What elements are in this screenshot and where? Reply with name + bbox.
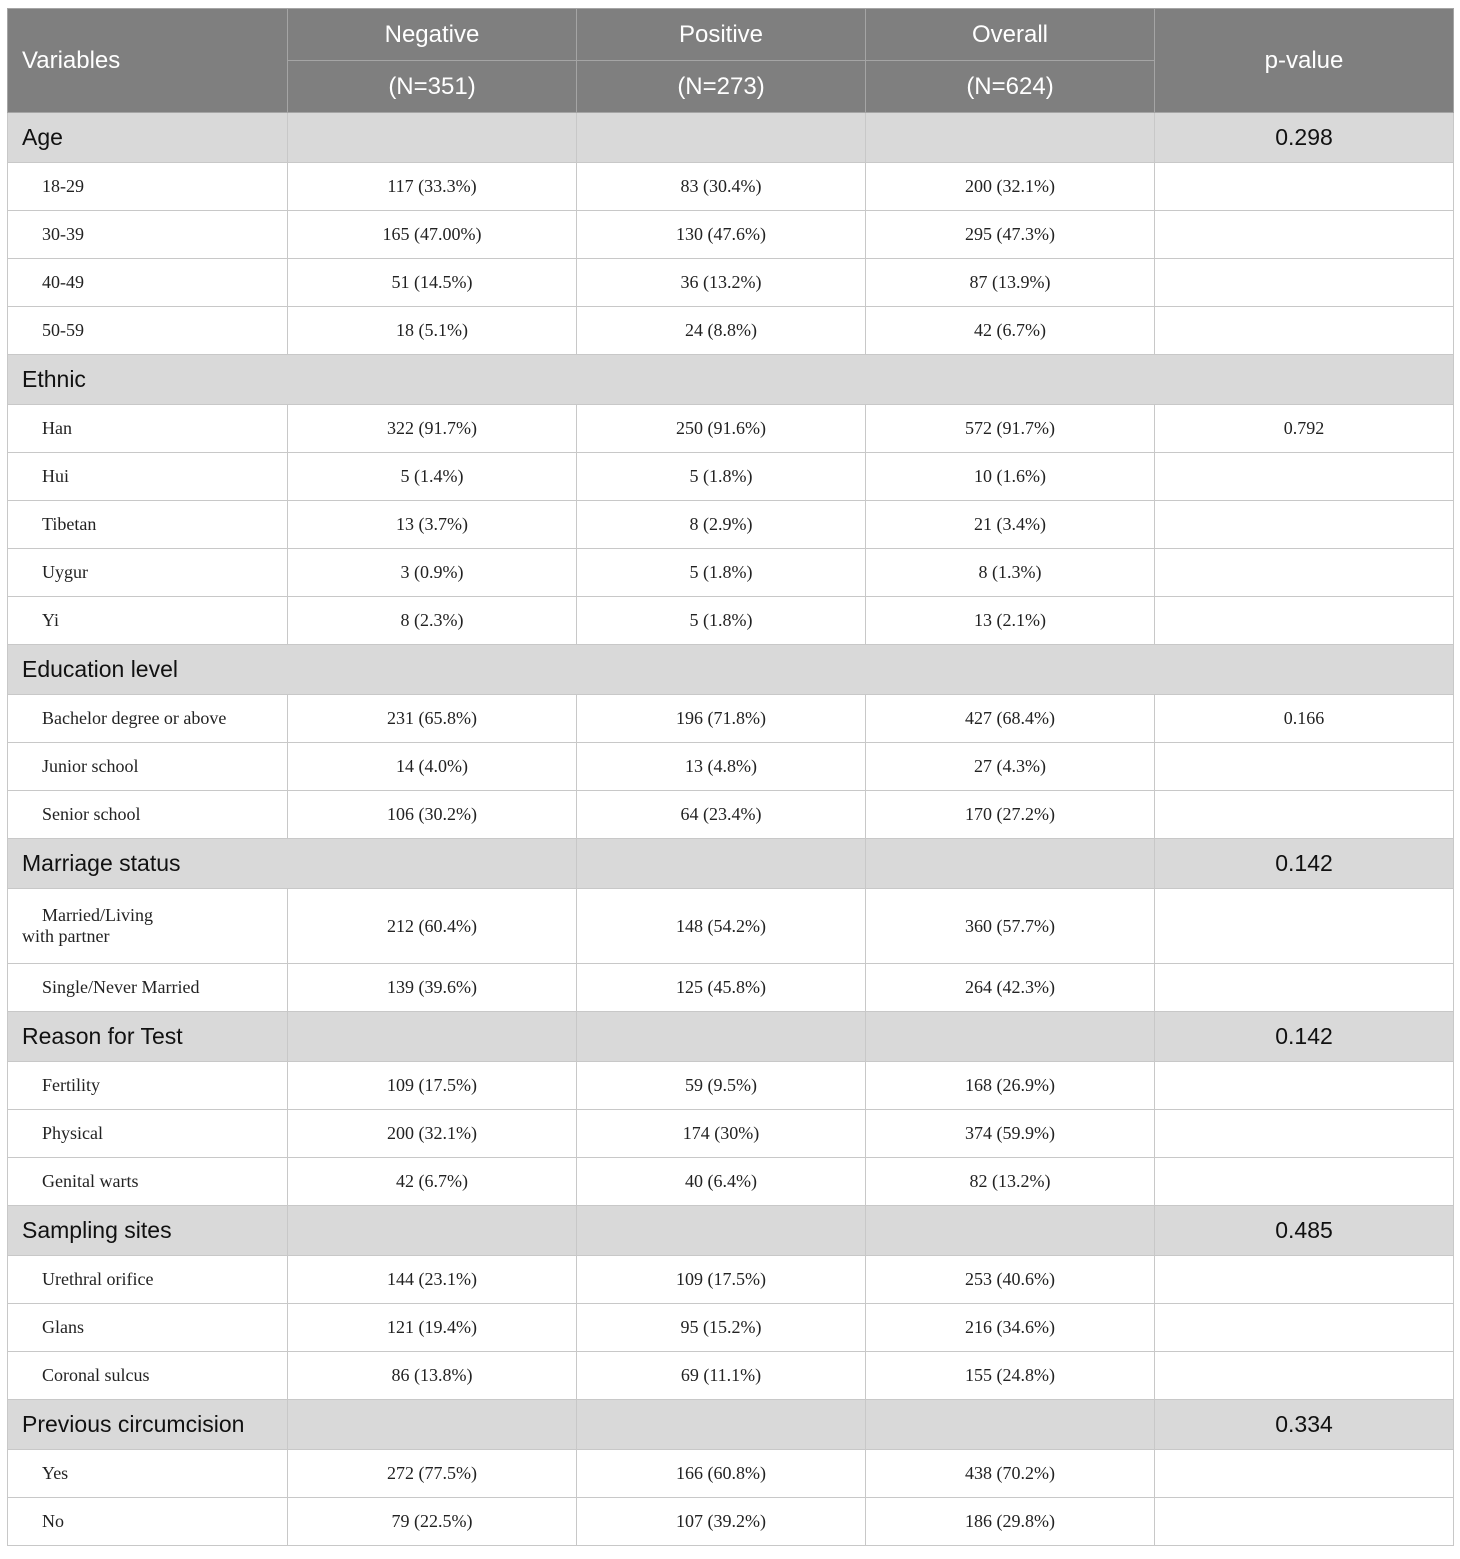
positive-cell: 24 (8.8%): [577, 307, 866, 355]
table-row: [8, 743, 1454, 791]
group-empty-cell: [288, 1012, 577, 1062]
overall-cell: 10 (1.6%): [866, 453, 1155, 501]
positive-cell: 8 (2.9%): [577, 501, 866, 549]
group-empty-cell: [288, 1400, 577, 1450]
p-value-cell: [1155, 163, 1454, 211]
negative-cell: 144 (23.1%): [288, 1256, 577, 1304]
positive-cell: 196 (71.8%): [577, 695, 866, 743]
row-label: Senior school: [8, 791, 288, 839]
overall-cell: 27 (4.3%): [866, 743, 1155, 791]
negative-cell: 322 (91.7%): [288, 405, 577, 453]
group-p-value: 0.485: [1155, 1206, 1454, 1256]
p-value-cell: [1155, 597, 1454, 645]
header-overall: Overall: [866, 9, 1155, 61]
positive-cell: 69 (11.1%): [577, 1352, 866, 1400]
p-value-cell: [1155, 453, 1454, 501]
row-label: Junior school: [8, 743, 288, 791]
row-label-line2: with partner: [22, 926, 110, 946]
p-value-cell: [1155, 1256, 1454, 1304]
negative-cell: 79 (22.5%): [288, 1498, 577, 1546]
row-label: Han: [8, 405, 288, 453]
group-name: Ethnic: [8, 355, 1454, 405]
overall-cell: 155 (24.8%): [866, 1352, 1155, 1400]
negative-cell: 5 (1.4%): [288, 453, 577, 501]
negative-cell: 117 (33.3%): [288, 163, 577, 211]
header-negative: Negative: [288, 9, 577, 61]
negative-cell: 121 (19.4%): [288, 1304, 577, 1352]
overall-cell: 438 (70.2%): [866, 1450, 1155, 1498]
positive-cell: 250 (91.6%): [577, 405, 866, 453]
positive-cell: 83 (30.4%): [577, 163, 866, 211]
p-value-cell: [1155, 1158, 1454, 1206]
negative-cell: 165 (47.00%): [288, 211, 577, 259]
header-negative-n: (N=351): [288, 61, 577, 113]
p-value-cell: 0.792: [1155, 405, 1454, 453]
negative-cell: 3 (0.9%): [288, 549, 577, 597]
group-empty-cell: [866, 1012, 1155, 1062]
overall-cell: 170 (27.2%): [866, 791, 1155, 839]
table-row: [8, 501, 1454, 549]
table-row: [8, 1498, 1454, 1546]
overall-cell: 360 (57.7%): [866, 889, 1155, 964]
overall-cell: 295 (47.3%): [866, 211, 1155, 259]
row-label: Tibetan: [8, 501, 288, 549]
negative-cell: 42 (6.7%): [288, 1158, 577, 1206]
group-header-row: [8, 1012, 1454, 1062]
table-container: [7, 8, 1453, 1546]
negative-cell: 51 (14.5%): [288, 259, 577, 307]
overall-cell: 264 (42.3%): [866, 964, 1155, 1012]
negative-cell: 86 (13.8%): [288, 1352, 577, 1400]
table-row: [8, 1450, 1454, 1498]
header-overall-n: (N=624): [866, 61, 1155, 113]
overall-cell: 168 (26.9%): [866, 1062, 1155, 1110]
negative-cell: 13 (3.7%): [288, 501, 577, 549]
negative-cell: 272 (77.5%): [288, 1450, 577, 1498]
positive-cell: 166 (60.8%): [577, 1450, 866, 1498]
positive-cell: 59 (9.5%): [577, 1062, 866, 1110]
table-row: [8, 1158, 1454, 1206]
positive-cell: 130 (47.6%): [577, 211, 866, 259]
table-row: [8, 1062, 1454, 1110]
group-header-row: [8, 355, 1454, 405]
table-row: [8, 1110, 1454, 1158]
table-row: [8, 695, 1454, 743]
overall-cell: 186 (29.8%): [866, 1498, 1155, 1546]
row-label: 18-29: [8, 163, 288, 211]
negative-cell: 139 (39.6%): [288, 964, 577, 1012]
row-label: Urethral orifice: [8, 1256, 288, 1304]
group-empty-cell: [288, 1206, 577, 1256]
group-p-value: 0.142: [1155, 1012, 1454, 1062]
row-label: Yi: [8, 597, 288, 645]
p-value-cell: [1155, 307, 1454, 355]
overall-cell: 572 (91.7%): [866, 405, 1155, 453]
p-value-cell: [1155, 1304, 1454, 1352]
table-row: [8, 549, 1454, 597]
group-name: Sampling sites: [8, 1206, 288, 1256]
row-label: Bachelor degree or above: [8, 695, 288, 743]
overall-cell: 13 (2.1%): [866, 597, 1155, 645]
table-header: [8, 9, 1454, 113]
row-label: 30-39: [8, 211, 288, 259]
group-empty-cell: [577, 1206, 866, 1256]
table-row: [8, 964, 1454, 1012]
positive-cell: 125 (45.8%): [577, 964, 866, 1012]
positive-cell: 36 (13.2%): [577, 259, 866, 307]
group-name: Age: [8, 113, 288, 163]
table-row: [8, 211, 1454, 259]
row-label: No: [8, 1498, 288, 1546]
positive-cell: 5 (1.8%): [577, 597, 866, 645]
row-label: Fertility: [8, 1062, 288, 1110]
table-row: [8, 1352, 1454, 1400]
overall-cell: 253 (40.6%): [866, 1256, 1155, 1304]
table-body: [8, 113, 1454, 1546]
positive-cell: 95 (15.2%): [577, 1304, 866, 1352]
overall-cell: 216 (34.6%): [866, 1304, 1155, 1352]
group-empty-cell: [288, 113, 577, 163]
group-name: Reason for Test: [8, 1012, 288, 1062]
p-value-cell: [1155, 1110, 1454, 1158]
p-value-cell: [1155, 743, 1454, 791]
group-p-value: 0.298: [1155, 113, 1454, 163]
positive-cell: 5 (1.8%): [577, 549, 866, 597]
group-p-value: 0.334: [1155, 1400, 1454, 1450]
row-label-line1: Married/Living: [42, 905, 153, 925]
group-empty-cell: [866, 1206, 1155, 1256]
overall-cell: 82 (13.2%): [866, 1158, 1155, 1206]
row-label: Coronal sulcus: [8, 1352, 288, 1400]
header-positive-n: (N=273): [577, 61, 866, 113]
overall-cell: 42 (6.7%): [866, 307, 1155, 355]
negative-cell: 200 (32.1%): [288, 1110, 577, 1158]
p-value-cell: [1155, 259, 1454, 307]
positive-cell: 109 (17.5%): [577, 1256, 866, 1304]
group-empty-cell: [577, 1012, 866, 1062]
table-row: [8, 791, 1454, 839]
p-value-cell: [1155, 889, 1454, 964]
row-label: [8, 889, 288, 964]
p-value-cell: [1155, 501, 1454, 549]
p-value-cell: [1155, 1450, 1454, 1498]
header-variables: Variables: [8, 9, 288, 113]
table-row: [8, 889, 1454, 964]
p-value-cell: [1155, 791, 1454, 839]
positive-cell: 107 (39.2%): [577, 1498, 866, 1546]
row-label: Hui: [8, 453, 288, 501]
negative-cell: 8 (2.3%): [288, 597, 577, 645]
p-value-cell: [1155, 1498, 1454, 1546]
negative-cell: 106 (30.2%): [288, 791, 577, 839]
header-positive: Positive: [577, 9, 866, 61]
row-label: Genital warts: [8, 1158, 288, 1206]
positive-cell: 13 (4.8%): [577, 743, 866, 791]
group-header-row: [8, 839, 1454, 889]
negative-cell: 231 (65.8%): [288, 695, 577, 743]
group-empty-cell: [866, 1400, 1155, 1450]
negative-cell: 212 (60.4%): [288, 889, 577, 964]
row-label: Uygur: [8, 549, 288, 597]
group-empty-cell: [577, 1400, 866, 1450]
negative-cell: 18 (5.1%): [288, 307, 577, 355]
positive-cell: 5 (1.8%): [577, 453, 866, 501]
table-row: [8, 405, 1454, 453]
table-row: [8, 259, 1454, 307]
group-empty-cell: [577, 113, 866, 163]
table-row: [8, 163, 1454, 211]
p-value-cell: [1155, 549, 1454, 597]
group-header-row: [8, 645, 1454, 695]
row-label: Physical: [8, 1110, 288, 1158]
overall-cell: 87 (13.9%): [866, 259, 1155, 307]
p-value-cell: [1155, 211, 1454, 259]
group-name: Marriage status: [8, 839, 577, 889]
table-row: [8, 453, 1454, 501]
group-empty-cell: [866, 113, 1155, 163]
p-value-cell: [1155, 1062, 1454, 1110]
positive-cell: 148 (54.2%): [577, 889, 866, 964]
row-label: Single/Never Married: [8, 964, 288, 1012]
data-table: [7, 8, 1454, 1546]
table-row: [8, 597, 1454, 645]
negative-cell: 109 (17.5%): [288, 1062, 577, 1110]
p-value-cell: 0.166: [1155, 695, 1454, 743]
group-header-row: [8, 1400, 1454, 1450]
overall-cell: 8 (1.3%): [866, 549, 1155, 597]
table-row: [8, 1256, 1454, 1304]
row-label: 40-49: [8, 259, 288, 307]
group-p-value: 0.142: [1155, 839, 1454, 889]
group-name: Previous circumcision: [8, 1400, 288, 1450]
header-pvalue: p-value: [1155, 9, 1454, 113]
group-empty-cell: [577, 839, 866, 889]
group-header-row: [8, 1206, 1454, 1256]
overall-cell: 200 (32.1%): [866, 163, 1155, 211]
negative-cell: 14 (4.0%): [288, 743, 577, 791]
group-name: Education level: [8, 645, 1454, 695]
row-label: Glans: [8, 1304, 288, 1352]
table-row: [8, 1304, 1454, 1352]
group-empty-cell: [866, 839, 1155, 889]
positive-cell: 174 (30%): [577, 1110, 866, 1158]
row-label: Yes: [8, 1450, 288, 1498]
overall-cell: 374 (59.9%): [866, 1110, 1155, 1158]
row-label: 50-59: [8, 307, 288, 355]
p-value-cell: [1155, 964, 1454, 1012]
p-value-cell: [1155, 1352, 1454, 1400]
overall-cell: 21 (3.4%): [866, 501, 1155, 549]
positive-cell: 64 (23.4%): [577, 791, 866, 839]
group-header-row: [8, 113, 1454, 163]
positive-cell: 40 (6.4%): [577, 1158, 866, 1206]
overall-cell: 427 (68.4%): [866, 695, 1155, 743]
table-row: [8, 307, 1454, 355]
